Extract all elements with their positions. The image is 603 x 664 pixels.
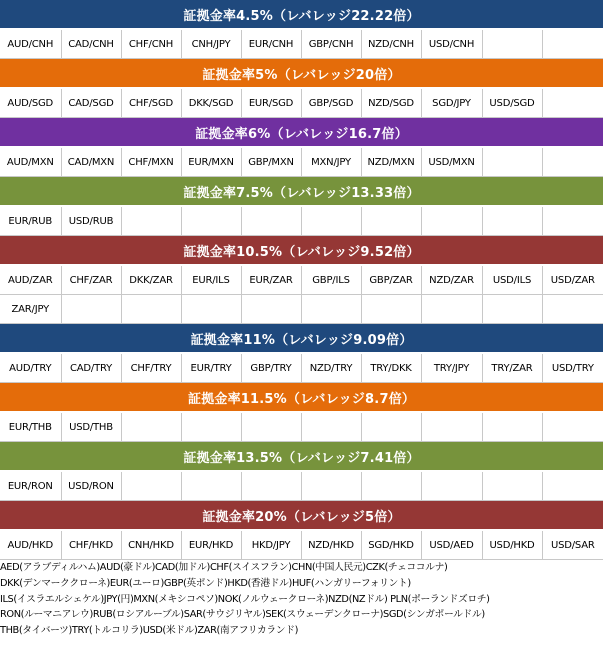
currency-pair-cell: GBP/MXN	[241, 147, 301, 177]
empty-cell	[301, 295, 361, 324]
empty-cell	[61, 295, 121, 324]
legend-line: DKK(デンマーククローネ)EUR(ユーロ)GBP(英ポンド)HKD(香港ドル)HUF(ハンガリーフォリント)	[0, 577, 411, 589]
currency-pair-row	[0, 530, 603, 560]
empty-cell	[482, 147, 542, 177]
empty-cell	[482, 295, 542, 324]
currency-pair-cell: CHF/MXN	[121, 147, 181, 177]
currency-pair-row	[0, 295, 603, 324]
empty-cell	[121, 295, 181, 324]
tier-title: 証拠金率4.5%（レバレッジ22.22倍）	[0, 0, 603, 29]
empty-cell	[361, 471, 421, 501]
currency-pair-cell: NZD/SGD	[361, 88, 421, 118]
currency-pair-cell: CAD/TRY	[61, 353, 121, 383]
currency-pair-cell: AUD/CNH	[0, 29, 61, 59]
empty-cell	[181, 206, 241, 236]
tier-header-row	[0, 0, 603, 29]
currency-pair-cell: AUD/ZAR	[0, 265, 61, 295]
tier-title: 証拠金率11.5%（レバレッジ8.7倍）	[0, 383, 603, 413]
currency-pair-cell: AUD/TRY	[0, 353, 61, 383]
empty-cell	[482, 471, 542, 501]
currency-pair-cell: USD/TRY	[542, 353, 603, 383]
currency-pair-cell: CHF/ZAR	[61, 265, 121, 295]
tier-title: 証拠金率7.5%（レバレッジ13.33倍）	[0, 177, 603, 207]
empty-cell	[482, 206, 542, 236]
tier-title: 証拠金率20%（レバレッジ5倍）	[0, 501, 603, 531]
empty-cell	[421, 295, 482, 324]
currency-pair-row	[0, 412, 603, 442]
empty-cell	[542, 206, 603, 236]
currency-pair-cell: NZD/TRY	[301, 353, 361, 383]
currency-pair-cell: USD/SGD	[482, 88, 542, 118]
empty-cell	[421, 412, 482, 442]
currency-pair-cell: EUR/THB	[0, 412, 61, 442]
currency-pair-cell: CHF/TRY	[121, 353, 181, 383]
currency-pair-cell: DKK/ZAR	[121, 265, 181, 295]
currency-pair-cell: NZD/MXN	[361, 147, 421, 177]
currency-pair-cell: TRY/DKK	[361, 353, 421, 383]
empty-cell	[542, 412, 603, 442]
empty-cell	[361, 206, 421, 236]
currency-pair-cell: SGD/JPY	[421, 88, 482, 118]
currency-pair-cell: USD/HKD	[482, 530, 542, 560]
empty-cell	[542, 29, 603, 59]
empty-cell	[542, 147, 603, 177]
tier-header-row	[0, 118, 603, 148]
tier-title: 証拠金率10.5%（レバレッジ9.52倍）	[0, 236, 603, 266]
currency-pair-cell: CNH/JPY	[181, 29, 241, 59]
currency-pair-row	[0, 147, 603, 177]
legend-line: AED(アラブディルハム)AUD(豪ドル)CAD(加ドル)CHF(スイスフラン)CHN(中国人民元)CZK(チェココルナ)	[0, 562, 448, 573]
empty-cell	[241, 295, 301, 324]
currency-pair-row	[0, 265, 603, 295]
empty-cell	[121, 471, 181, 501]
empty-cell	[542, 88, 603, 118]
legend-line: ILS(イスラエルシェケル)JPY(円)MXN(メキシコペソ)NOK(ノルウェークローネ)NZD(NZドル) PLN(ポーランドズロチ)	[0, 593, 490, 605]
empty-cell	[241, 206, 301, 236]
currency-pair-cell: MXN/JPY	[301, 147, 361, 177]
currency-pair-cell: CNH/HKD	[121, 530, 181, 560]
currency-pair-cell: EUR/MXN	[181, 147, 241, 177]
empty-cell	[241, 471, 301, 501]
currency-pair-cell: GBP/CNH	[301, 29, 361, 59]
currency-pair-cell: EUR/ILS	[181, 265, 241, 295]
currency-pair-cell: EUR/CNH	[241, 29, 301, 59]
currency-pair-cell: EUR/ZAR	[241, 265, 301, 295]
currency-pair-cell: EUR/HKD	[181, 530, 241, 560]
currency-pair-cell: SGD/HKD	[361, 530, 421, 560]
currency-pair-row	[0, 206, 603, 236]
empty-cell	[482, 412, 542, 442]
currency-pair-cell: EUR/RON	[0, 471, 61, 501]
currency-pair-cell: AUD/HKD	[0, 530, 61, 560]
empty-cell	[301, 412, 361, 442]
currency-pair-cell: GBP/TRY	[241, 353, 301, 383]
empty-cell	[421, 206, 482, 236]
tier-header-row	[0, 59, 603, 89]
tier-title: 証拠金率13.5%（レバレッジ7.41倍）	[0, 442, 603, 472]
legend-line: RON(ルーマニアレウ)RUB(ロシアルーブル)SAR(サウジリヤル)SEK(スウェーデンクローナ)SGD(シンガポールドル)	[0, 609, 485, 621]
tier-header-row	[0, 177, 603, 207]
currency-pair-cell: HKD/JPY	[241, 530, 301, 560]
empty-cell	[542, 471, 603, 501]
currency-pair-cell: TRY/JPY	[421, 353, 482, 383]
currency-pair-cell: EUR/TRY	[181, 353, 241, 383]
currency-pair-cell: CHF/CNH	[121, 29, 181, 59]
currency-pair-cell: CAD/MXN	[61, 147, 121, 177]
currency-pair-cell: USD/CNH	[421, 29, 482, 59]
currency-pair-cell: CHF/SGD	[121, 88, 181, 118]
empty-cell	[361, 295, 421, 324]
empty-cell	[181, 471, 241, 501]
currency-pair-cell: ZAR/JPY	[0, 295, 61, 324]
currency-pair-cell: EUR/SGD	[241, 88, 301, 118]
currency-pair-cell: USD/RUB	[61, 206, 121, 236]
empty-cell	[301, 471, 361, 501]
currency-pair-row	[0, 353, 603, 383]
currency-pair-cell: EUR/RUB	[0, 206, 61, 236]
tier-header-row	[0, 236, 603, 266]
currency-pair-cell: GBP/ZAR	[361, 265, 421, 295]
currency-pair-cell: USD/THB	[61, 412, 121, 442]
tier-title: 証拠金率5%（レバレッジ20倍）	[0, 59, 603, 89]
currency-legend	[0, 560, 603, 639]
empty-cell	[361, 412, 421, 442]
empty-cell	[181, 295, 241, 324]
currency-pair-cell: NZD/HKD	[301, 530, 361, 560]
currency-pair-cell: AUD/MXN	[0, 147, 61, 177]
tier-header-row	[0, 442, 603, 472]
currency-pair-cell: USD/RON	[61, 471, 121, 501]
currency-pair-row	[0, 471, 603, 501]
currency-pair-cell: NZD/CNH	[361, 29, 421, 59]
tier-header-row	[0, 324, 603, 354]
currency-pair-cell: USD/ILS	[482, 265, 542, 295]
empty-cell	[542, 295, 603, 324]
currency-pair-cell: TRY/ZAR	[482, 353, 542, 383]
currency-pair-cell: USD/AED	[421, 530, 482, 560]
currency-pair-cell: USD/ZAR	[542, 265, 603, 295]
currency-pair-cell: CAD/CNH	[61, 29, 121, 59]
currency-pair-cell: GBP/ILS	[301, 265, 361, 295]
currency-pair-cell: NZD/ZAR	[421, 265, 482, 295]
legend-line: THB(タイバーツ)TRY(トルコリラ)USD(米ドル)ZAR(南アフリカランド)	[0, 625, 299, 637]
tier-title: 証拠金率6%（レバレッジ16.7倍）	[0, 118, 603, 148]
currency-pair-cell: USD/SAR	[542, 530, 603, 560]
empty-cell	[241, 412, 301, 442]
currency-pair-cell: AUD/SGD	[0, 88, 61, 118]
empty-cell	[301, 206, 361, 236]
currency-pair-cell: GBP/SGD	[301, 88, 361, 118]
currency-pair-row	[0, 29, 603, 59]
empty-cell	[121, 412, 181, 442]
empty-cell	[181, 412, 241, 442]
currency-pair-cell: CAD/SGD	[61, 88, 121, 118]
currency-pair-cell: CHF/HKD	[61, 530, 121, 560]
empty-cell	[121, 206, 181, 236]
tier-title: 証拠金率11%（レバレッジ9.09倍）	[0, 324, 603, 354]
currency-pair-row	[0, 88, 603, 118]
empty-cell	[421, 471, 482, 501]
tier-header-row	[0, 383, 603, 413]
empty-cell	[482, 29, 542, 59]
tier-header-row	[0, 501, 603, 531]
currency-legend-row	[0, 560, 603, 639]
currency-pair-cell: USD/MXN	[421, 147, 482, 177]
currency-pair-cell: DKK/SGD	[181, 88, 241, 118]
